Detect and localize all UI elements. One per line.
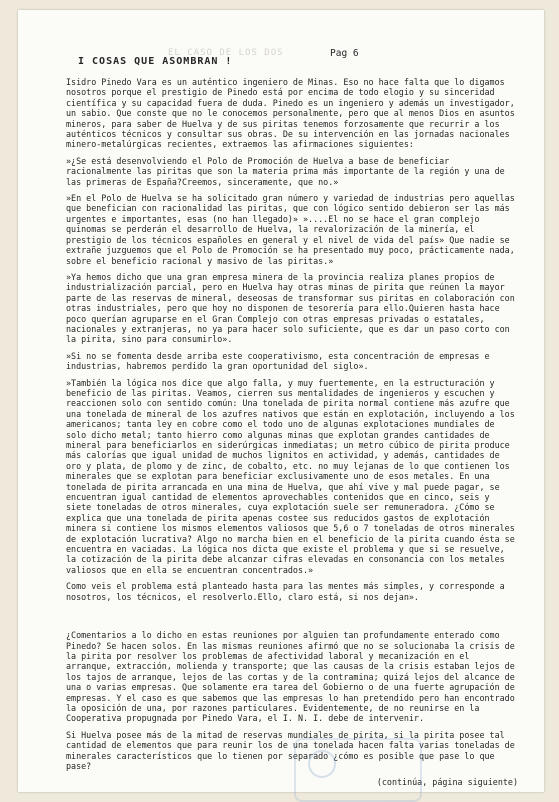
paragraph-quote-1: »¿Se está desenvolviendo el Polo de Promoción de Huelva a base de beneficiar racionalmente las piritas que son la materia prima más importante de la región y una de las primeras de España?Creemos, sinceramente, que no.» [66,155,505,187]
paragraph-comment-2: Si Huelva posee más de la mitad de reservas mundiales de pirita, si la pirita posee tal cantidad de elementos que para reunir los de una tonelada hacen falta varias toneladas de minerales característicos que lo tienen por separado ¿cómo es posible que pase lo que pase? [66,729,515,771]
paragraph-quote-4: »Si no se fomenta desde arriba este cooperativismo, esta concentración de empresas e industrias, habremos perdido la gran oportunidad del siglo». [66,350,490,372]
paragraph-intro: Isidro Pinedo Vara es un auténtico ingeniero de Minas. Eso no hace falta que lo digamos nosotros porque el prestigio de Pinedo está por encima de todo elogio y su sinceridad científica y su capacidad fuera de duda. Pinedo es un ingeniero y además un investigador, un sabio. Que conste que no le conocemos personalmente, pero que al menos Dios en asuntos mineros, para saber de Huelva y de sus piritas tenemos forzosamente que recurrir a los auténticos técnicos y consultar sus obras. De su intervención en las jornadas nacionales minero-metalúrgicas recientes, extraemos las afirmaciones siguientes: [66,77,515,150]
page-number: Pag 6 [330,48,359,59]
paragraph-quote-5: »También la lógica nos dice que algo falla, y muy fuertemente, en la estructuración y beneficio de las piritas. Veamos, cierren sus mentalidades de ingenieros y escuchen y reaccionen solo con sentido común: Una tonelada de pirita normal contiene más azufre que una tonelada de mineral de los azufres nativos que están en explotación, incluyendo a los americanos; tanta ley en cobre como el todo uno de algunas explotaciones mundiales de solo dicho metal; tanto hierro como algunas minas que explotan grandes cantidades de mineral para beneficiarlos en siderúrgicas inmediatas; un metro cúbico de pirita produce más calorías que igual unidad de muchos lignitos en actividad, y además, cantidades de oro y plata, de plomo y de zinc, de cobalto, etc. no muy lejanas de lo que contienen los minerales que se explotan para beneficiar exclusivamente uno de esos metales. En una tonelada de pirita arrancada en una mina de Huelva, que ahí vive y mal puede pagar, se encuentran igual cantidad de elementos aprovechables contenidos que en cinco, seis y siete toneladas de otros minerales, cuya explotación suele ser remuneradora. ¿Cómo se explica que una tonelada de pirita apenas costee sus reducidos gastos de explotación minera si contiene los mismos elementos valiosos que 5,6 o 7 toneladas de otros minerales de explotación lucrativa? Algo no marcha bien en el beneficio de la pirita cuando ésta se encuentra en vaciadas. La lógica nos dicta que existe el problema y que si se resuelve, la cotización de la pirita debe alcanzar cifras elevadas en consonancia con los metales valiosos que en ella se encuentran concentrados.» [66,377,515,575]
paragraph-quote-6: Como veis el problema está planteado hasta para las mentes más simples, y corresponde a nosotros, los técnicos, el resolverlo.Ello, claro está, si nos dejan». [66,581,505,602]
body-text [66,77,518,794]
paragraph-comment-1: ¿Comentarios a lo dicho en estas reuniones por alguien tan profundamente enterado como Pinedo? Se hacen solos. En las mismas reuniones afirmó que no se solucionaba la crisis de la pirita por resolver los problemas de afectividad laboral y mecanización en el arranque, extracción, molienda y transporte; que las causas de la crisis estaban lejos de los tajos de arranque, lejos de las cortas y de la contramina; quizá lejos del alcance de una o varias empresas. Que solamente era tarea del Gobierno o de una fuerte agrupación de empresas. Y el caso es que sabemos que las empresas lo han pretendido pero han encontrado la oposición de una, por razones particulares. Evidentemente, de no reunirse en la Cooperativa propugnada por Pinedo Vara, el I. N. I. debe de intervenir. [66,630,515,724]
continuation-note: (continúa, página siguiente) [376,777,518,788]
section-title: I COSAS QUE ASOMBRAN ! [78,56,233,67]
watermark: EL CASO DE LOS DOS [168,48,284,58]
page-sheet [18,10,544,792]
archive-stamp [294,738,422,802]
paragraph-quote-3: »Ya hemos dicho que una gran empresa minera de la provincia realiza planes propios de industrialización parcial, pero en Huelva hay otras minas de pirita que reúnen la mayor parte de las reservas de mineral, deseosas de transformar sus piritas en colaboración con otras industriales, pero que hoy no disponen de tesorería para ello.Quieren hasta hace poco querían agruparse en el Gran Complejo con otras empresas privadas o estatales, nacionales y extranjeras, no ya para hacer solo suficiente, que es dar un paso corto con la pirita, sino para consumirlo». [66,271,515,345]
paragraph-quote-2: »En el Polo de Huelva se ha solicitado gran número y variedad de industrias pero aquellas que benefician con racionalidad las piritas, que con lógico sentido debieron ser las más urgentes e importantes, esas (no han llegado)» »....El no se hace el gran complejo quinomas se perderán el desarrollo de Huelva, la revalorización de la minería, el prestigio de los técnicos españoles en general y el nivel de vida del país» Que nadie se extrañe juzguemos que el Polo de Promoción se ha presentado muy poco, prácticamente nada, sobre el beneficio racional y masivo de las piritas.» [66,193,515,266]
